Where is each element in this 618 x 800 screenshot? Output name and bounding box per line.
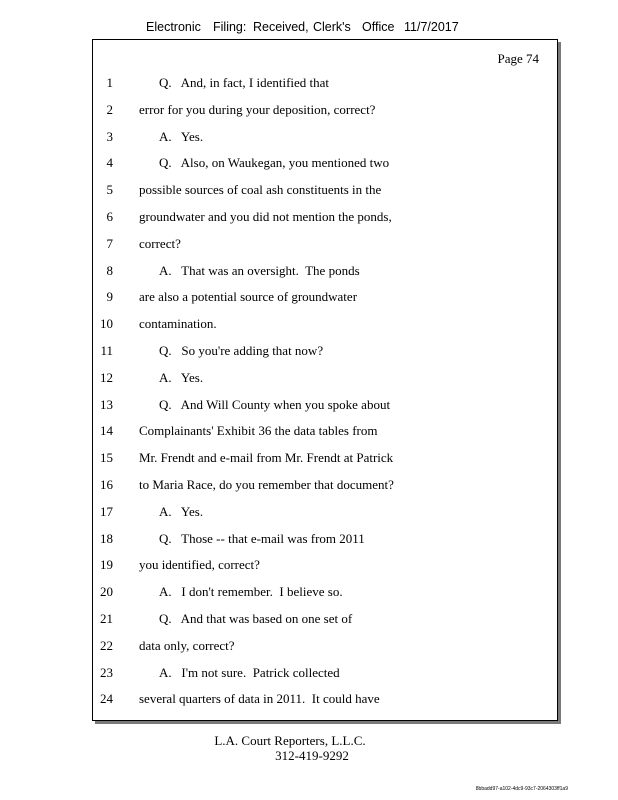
line-number: 10 bbox=[100, 316, 113, 332]
line-text: A. I don't remember. I believe so. bbox=[159, 584, 343, 600]
line-text: Complainants' Exhibit 36 the data tables from bbox=[139, 423, 378, 439]
line-number: 15 bbox=[100, 450, 113, 466]
line-number: 7 bbox=[106, 235, 113, 251]
transcript-line bbox=[93, 531, 553, 549]
transcript-line bbox=[93, 423, 553, 441]
line-number: 4 bbox=[106, 155, 113, 171]
filing-stamp-date: 11/7/2017 bbox=[404, 20, 459, 34]
line-number: 16 bbox=[100, 477, 113, 492]
transcript-line bbox=[93, 638, 553, 656]
line-number: 1 bbox=[106, 75, 113, 90]
filing-stamp-clerks: Clerk's bbox=[313, 20, 351, 34]
line-number: 17 bbox=[100, 503, 113, 519]
transcript-line bbox=[93, 182, 553, 200]
line-number: 24 bbox=[100, 691, 113, 707]
transcript-line bbox=[93, 611, 553, 629]
transcript-line bbox=[93, 450, 553, 468]
transcript-line bbox=[93, 477, 553, 495]
line-text: A. Yes. bbox=[159, 128, 204, 144]
line-text: Q. Also, on Waukegan, you mentioned two bbox=[159, 155, 390, 171]
line-text: A. I'm not sure. Patrick collected bbox=[159, 664, 340, 680]
transcript-line bbox=[93, 397, 553, 415]
line-number: 20 bbox=[100, 584, 113, 600]
line-number: 18 bbox=[100, 530, 113, 546]
line-number: 3 bbox=[106, 128, 113, 144]
line-number: 14 bbox=[100, 423, 113, 439]
line-text: Q. And Will County when you spoke about bbox=[159, 396, 391, 412]
transcript-page bbox=[92, 39, 558, 721]
line-number: 22 bbox=[100, 637, 113, 653]
transcript-line bbox=[93, 557, 553, 575]
court-reporter-phone: 312-419-9292 bbox=[275, 748, 349, 763]
line-number: 19 bbox=[100, 557, 113, 573]
transcript-line bbox=[93, 263, 553, 281]
line-number: 9 bbox=[106, 289, 113, 305]
line-text: correct? bbox=[139, 235, 181, 251]
transcript-line bbox=[93, 316, 553, 334]
line-number: 23 bbox=[100, 664, 113, 680]
line-number: 13 bbox=[100, 396, 113, 412]
line-number: 11 bbox=[100, 343, 113, 358]
page-number: Page 74 bbox=[497, 51, 539, 66]
line-number: 12 bbox=[100, 369, 113, 385]
transcript-line bbox=[93, 691, 553, 709]
line-text: contamination. bbox=[139, 316, 217, 332]
transcript-line bbox=[93, 584, 553, 602]
line-text: Q. And, in fact, I identified that bbox=[159, 75, 330, 90]
transcript-line bbox=[93, 504, 553, 522]
line-text: error for you during your deposition, correct? bbox=[139, 101, 376, 117]
line-number: 6 bbox=[106, 209, 113, 224]
court-reporter-name: L.A. Court Reporters, L.L.C. bbox=[214, 733, 366, 748]
line-text: groundwater and you did not mention the ponds, bbox=[139, 209, 392, 224]
transcript-line bbox=[93, 236, 553, 254]
filing-stamp-office: Office bbox=[362, 20, 395, 34]
line-number: 21 bbox=[100, 611, 113, 626]
transcript-line bbox=[93, 129, 553, 147]
transcript-line bbox=[93, 343, 553, 361]
transcript-line bbox=[93, 209, 553, 227]
line-text: A. Yes. bbox=[159, 503, 204, 519]
transcript-line bbox=[93, 102, 553, 120]
line-text: you identified, correct? bbox=[139, 557, 260, 573]
transcript-line bbox=[93, 289, 553, 307]
line-text: Q. And that was based on one set of bbox=[159, 611, 353, 626]
line-number: 8 bbox=[106, 262, 113, 278]
line-text: Q. So you're adding that now? bbox=[159, 343, 324, 358]
footer bbox=[0, 733, 580, 763]
line-text: A. That was an oversight. The ponds bbox=[159, 262, 360, 278]
line-text: to Maria Race, do you remember that document? bbox=[139, 477, 394, 492]
line-text: are also a potential source of groundwater bbox=[139, 289, 358, 305]
line-text: Q. Those -- that e-mail was from 2011 bbox=[159, 530, 365, 546]
filing-stamp-received: Received, bbox=[253, 20, 309, 34]
transcript-line bbox=[93, 665, 553, 683]
line-text: possible sources of coal ash constituents in the bbox=[139, 182, 382, 198]
line-text: Mr. Frendt and e-mail from Mr. Frendt at Patrick bbox=[139, 450, 394, 466]
line-number: 2 bbox=[106, 101, 113, 117]
transcript-line bbox=[93, 155, 553, 173]
line-text: data only, correct? bbox=[139, 637, 235, 653]
line-number: 5 bbox=[106, 182, 113, 198]
transcript-line bbox=[93, 75, 553, 93]
line-text: A. Yes. bbox=[159, 369, 204, 385]
transcript-line bbox=[93, 370, 553, 388]
filing-stamp-filing: Filing: bbox=[213, 20, 247, 34]
line-text: several quarters of data in 2011. It could have bbox=[139, 691, 380, 707]
filing-stamp-electronic: Electronic bbox=[146, 20, 201, 34]
document-id: 8bbadd97-a102-4dc9-93c7-2064303ff1a9 bbox=[475, 786, 568, 792]
